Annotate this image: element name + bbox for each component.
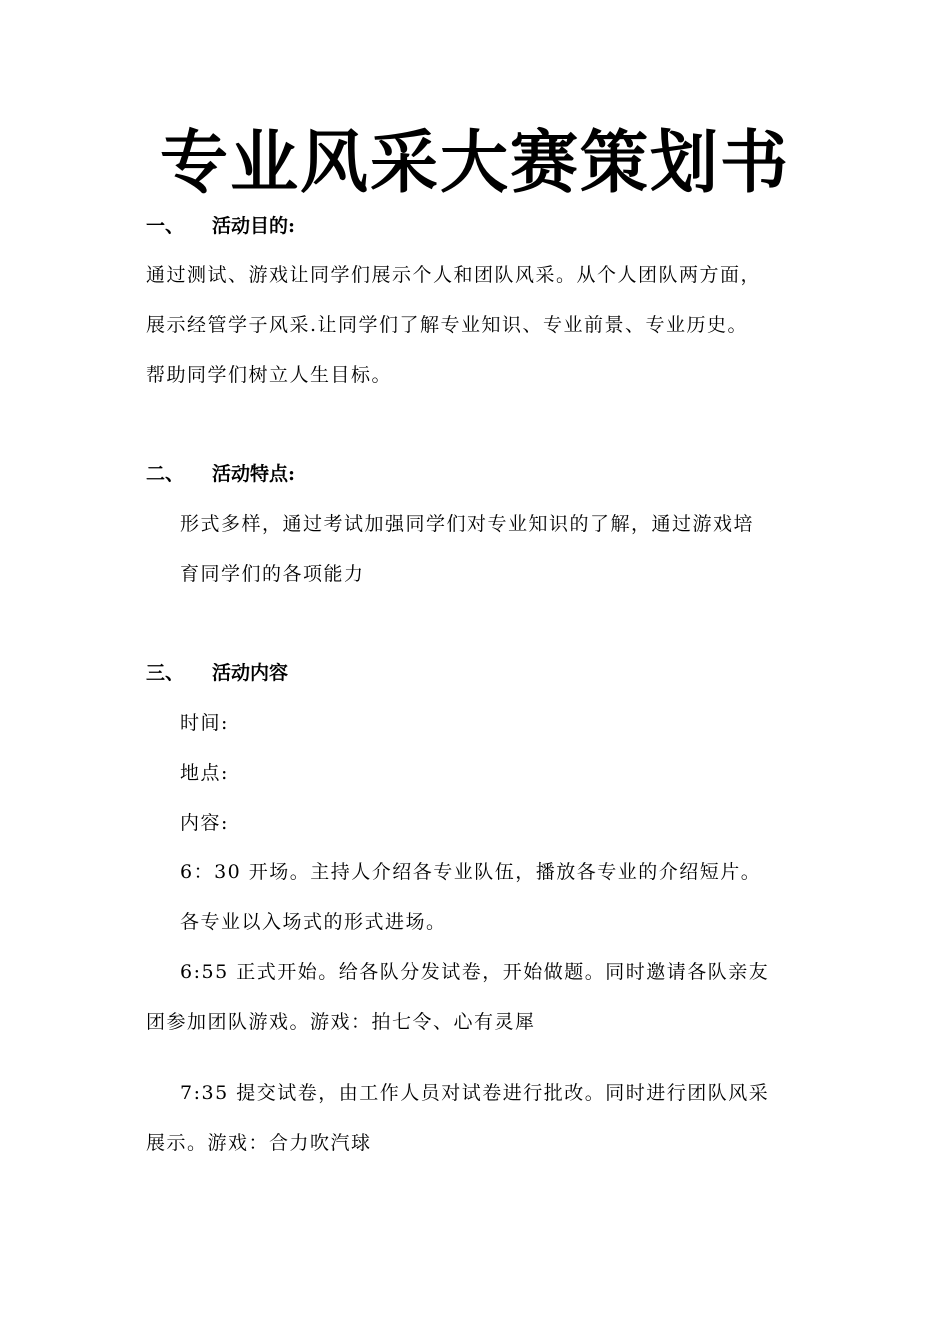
section-heading-content [146,661,288,685]
paragraph-line: 帮助同学们树立人生目标。 [146,364,393,386]
time-field: 时间: [180,712,229,734]
location-field: 地点: [180,762,229,784]
schedule-line: 7:35 提交试卷，由工作人员对试卷进行批改。同时进行团队风采 [180,1082,770,1104]
section-title: 活动内容 [212,662,289,684]
schedule-line: 展示。游戏：合力吹汽球 [146,1132,372,1154]
section-title: 活动目的: [212,215,296,237]
schedule-line: 6：30 开场。主持人介绍各专业队伍，播放各专业的介绍短片。 [180,861,762,883]
schedule-line: 各专业以入场式的形式进场。 [180,911,447,933]
paragraph-line: 通过测试、游戏让同学们展示个人和团队风采。从个人团队两方面， [146,264,762,286]
section-heading-purpose [146,214,295,238]
section-number: 一、 [146,215,185,237]
schedule-line: 6:55 正式开始。给各队分发试卷，开始做题。同时邀请各队亲友 [180,961,770,983]
document-title: 专业风采大赛策划书 [159,124,790,203]
paragraph-line: 展示经管学子风采.让同学们了解专业知识、专业前景、专业历史。 [146,314,749,336]
paragraph-line: 形式多样，通过考试加强同学们对专业知识的了解，通过游戏培 [180,513,755,535]
schedule-line: 团参加团队游戏。游戏：拍七令、心有灵犀 [146,1011,536,1033]
section-number: 三、 [146,662,185,684]
section-number: 二、 [146,463,185,485]
section-title: 活动特点: [212,463,296,485]
paragraph-line: 育同学们的各项能力 [180,563,365,585]
content-field: 内容: [180,812,229,834]
section-heading-features [146,462,295,486]
